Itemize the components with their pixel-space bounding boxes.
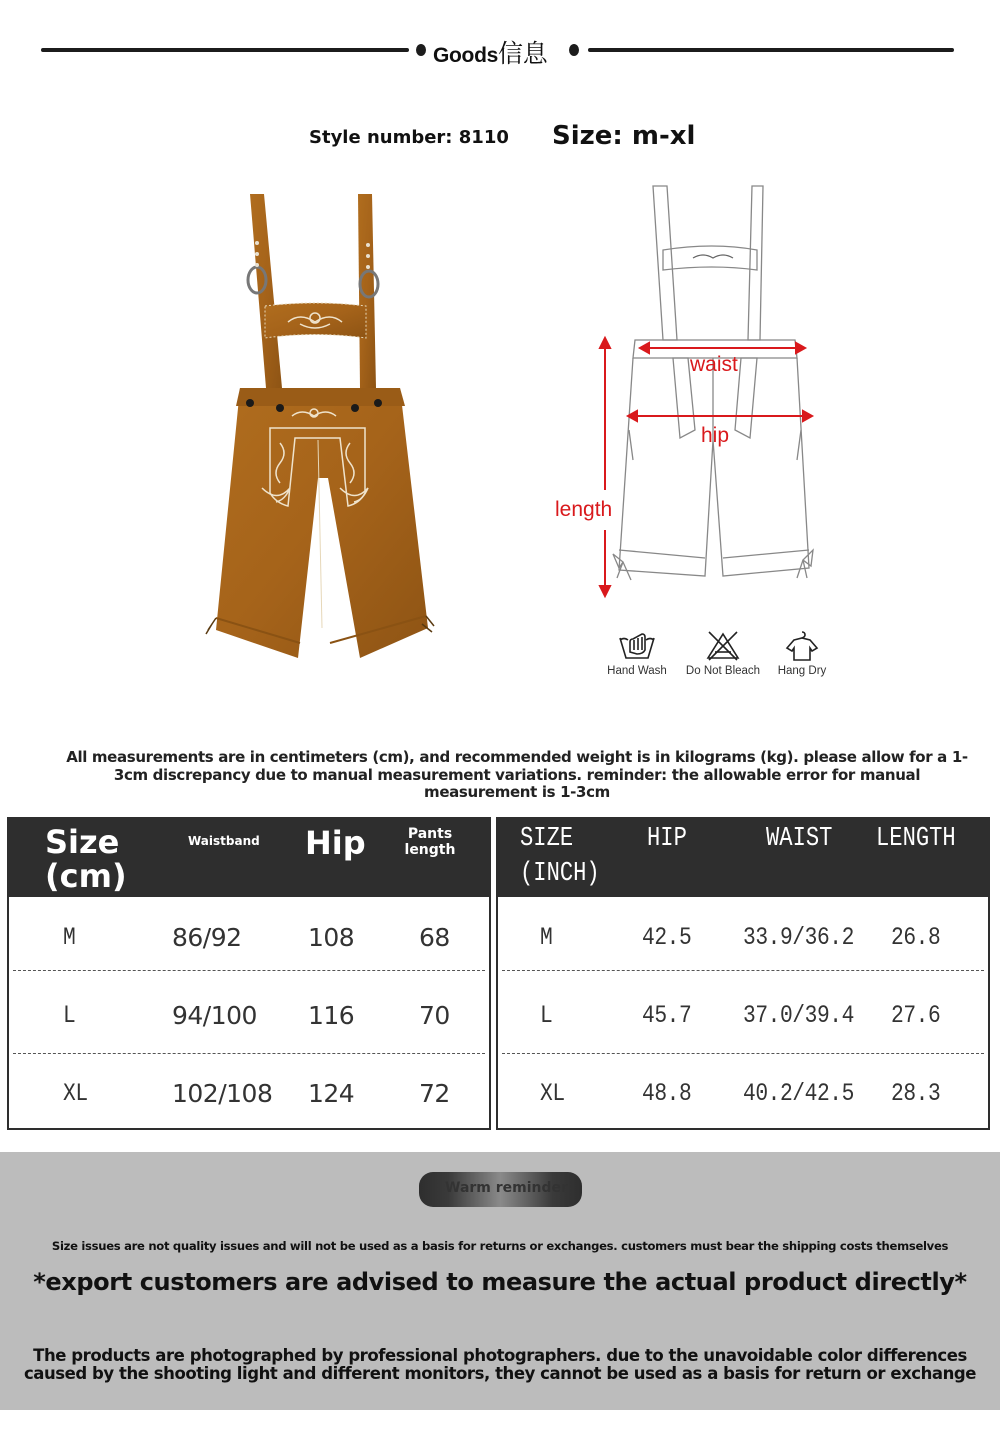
measurement-note: All measurements are in centimeters (cm), and recommended weight is in kilograms (kg). please allow for a 1-3cm discrepancy due to manual measurement variations. reminder: the allowable error for manual measurement is 1-3cm xyxy=(66,748,968,801)
cell-size: XL xyxy=(63,1079,88,1108)
section-title-cjk: 信息 xyxy=(498,40,548,68)
size-table-cm xyxy=(7,817,491,1130)
product-photo xyxy=(200,188,460,663)
header-hip: Hip xyxy=(305,824,366,862)
care-label: Do Not Bleach xyxy=(685,665,761,677)
cell-size: L xyxy=(540,1001,553,1030)
section-title-latin: Goods xyxy=(433,44,498,67)
waist-label: waist xyxy=(690,353,738,376)
cell-size: M xyxy=(540,923,553,952)
hang-dry-icon xyxy=(784,630,820,662)
cell-hip: 116 xyxy=(308,1001,355,1030)
cell-waist: 86/92 xyxy=(172,923,242,952)
header-hip: HIP xyxy=(647,824,687,854)
row-divider xyxy=(502,970,984,971)
cell-waist: 37.0/39.4 xyxy=(743,1001,854,1030)
header-rule-left xyxy=(41,48,409,52)
warm-reminder-panel xyxy=(0,1152,1000,1410)
header-waistband: Waistband xyxy=(188,834,260,848)
lederhosen-image xyxy=(200,188,460,663)
cell-length: 28.3 xyxy=(891,1079,941,1108)
header-dot-right xyxy=(569,44,579,56)
header-waist: WAIST xyxy=(766,824,833,854)
cell-length: 70 xyxy=(419,1001,450,1030)
do-not-bleach-icon xyxy=(705,630,741,662)
care-label: Hang Dry xyxy=(777,665,827,677)
cell-waist: 33.9/36.2 xyxy=(743,923,854,952)
warm-reminder-badge xyxy=(419,1172,582,1207)
header-dot-left xyxy=(416,44,426,56)
cell-size: XL xyxy=(540,1079,565,1108)
warm-reminder-badge-label: Warm reminder xyxy=(445,1180,568,1196)
table-row xyxy=(9,899,489,977)
table-row xyxy=(498,899,988,977)
cell-hip: 48.8 xyxy=(642,1079,692,1108)
cell-length: 68 xyxy=(419,923,450,952)
hand-wash-icon xyxy=(617,630,657,662)
header-size: Size (cm) xyxy=(45,823,127,895)
cell-hip: 108 xyxy=(308,923,355,952)
cell-hip: 45.7 xyxy=(642,1001,692,1030)
cell-size: L xyxy=(63,1001,76,1030)
section-header xyxy=(0,30,1000,70)
care-hang-dry xyxy=(772,630,832,677)
table-header xyxy=(9,819,489,897)
cell-length: 26.8 xyxy=(891,923,941,952)
cell-hip: 124 xyxy=(308,1079,355,1108)
table-row xyxy=(498,1055,988,1133)
section-title xyxy=(433,34,547,70)
care-label: Hand Wash xyxy=(607,665,667,677)
header-size-inch: SIZE (INCH) xyxy=(520,824,600,889)
size-table-inch xyxy=(496,817,990,1130)
header-rule-right xyxy=(588,48,954,52)
export-advice-text: *export customers are advised to measure the actual product directly* xyxy=(33,1268,967,1296)
cell-waist: 94/100 xyxy=(172,1001,257,1030)
lederhosen-sketch xyxy=(545,180,835,610)
color-disclaimer-text: The products are photographed by professional photographers. due to the unavoidable color differences caused by the shooting light and different monitors, they cannot be used as a basis for return or exchange xyxy=(23,1346,977,1383)
return-policy-text: Size issues are not quality issues and will not be used as a basis for returns or exchanges. customers must bear the shipping costs themselves xyxy=(51,1239,949,1253)
header-pants-length: Pants length xyxy=(404,826,456,858)
row-divider xyxy=(13,1053,485,1054)
measurement-diagram xyxy=(545,180,835,610)
table-row xyxy=(498,977,988,1055)
size-range: Size: m-xl xyxy=(552,121,696,151)
cell-length: 72 xyxy=(419,1079,450,1108)
cell-size: M xyxy=(63,923,76,952)
table-header xyxy=(498,819,988,897)
row-divider xyxy=(13,970,485,971)
care-do-not-bleach xyxy=(682,630,764,677)
row-divider xyxy=(502,1053,984,1054)
cell-waist: 102/108 xyxy=(172,1079,273,1108)
length-label: length xyxy=(555,498,613,521)
cell-hip: 42.5 xyxy=(642,923,692,952)
table-row xyxy=(9,977,489,1055)
table-row xyxy=(9,1055,489,1133)
style-number: Style number: 8110 xyxy=(309,127,509,148)
header-length: LENGTH xyxy=(876,824,956,854)
hip-label: hip xyxy=(701,424,730,447)
care-hand-wash xyxy=(602,630,672,677)
cell-waist: 40.2/42.5 xyxy=(743,1079,854,1108)
cell-length: 27.6 xyxy=(891,1001,941,1030)
